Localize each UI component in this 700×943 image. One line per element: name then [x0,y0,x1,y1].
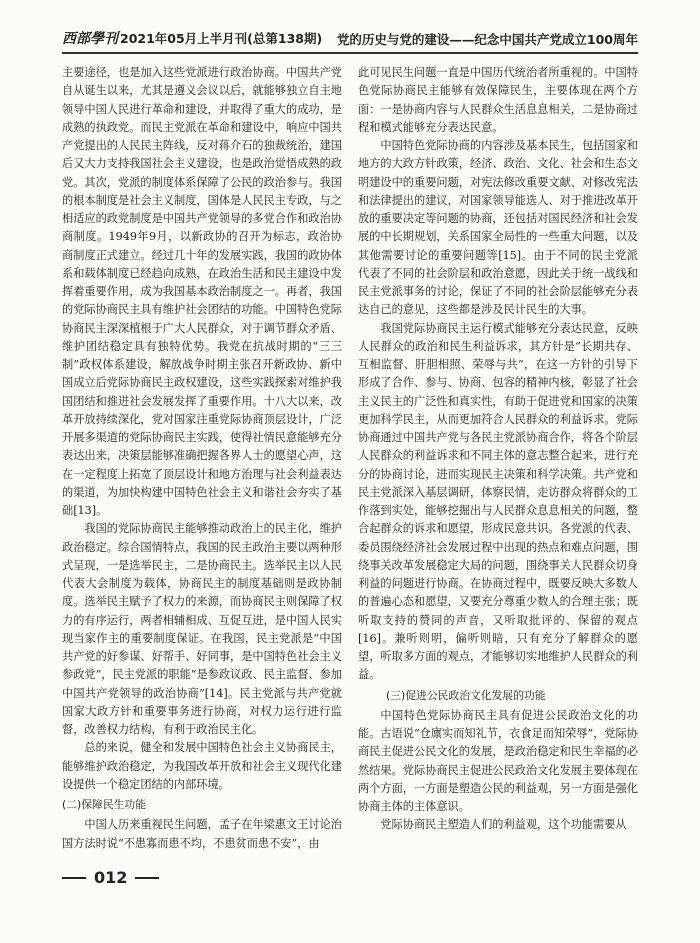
body-paragraph: 我国党际协商民主运行模式能够充分表达民意，反映人民群众的政治和民生利益诉求，其方针是“长期共存、互相监督、肝胆相照、荣辱与共”，在这一方针的引导下形成了合作、参与、协商、包容的精神内核，彰显了社会主义民主的广泛性和真实性，有助于促进党和国家的决策更加科学民主，从而更加符合人民群众的利益诉求。党际协商通过中国共产党与各民主党派协商合作，将各个阶层人民群众的利益诉求和不同主体的意志整合起来，进行充分的协商讨论，进而实现民主决策和科学决策。共产党和民主党派深入基层调研，体察民情，走访群众将群众的工作落到实处，能够挖掘出与人民群众息息相关的问题，整合起群众的诉求和愿望，形成民意共识。各党派的代表、委员围绕经济社会发展过程中出现的热点和难点问题，围绕事关改革发展稳定大局的问题，围绕事关人民群众切身利益的问题进行协商。在协商过程中，既要反映大多数人的普遍心态和愿望，又要充分尊重少数人的合理主张；既听取支持的赞同的声音，又听取批评的、保留的观点[16]。兼听则明，偏听则暗，只有充分了解群众的愿望，听取多方面的观点，才能够切实地维护人民群众的利益。 [358,321,638,682]
body-paragraph: 中国特色党际协商的内容涉及基本民生，包括国家和地方的大政方针政策，经济、政治、文化、社会和生态文明建设中的重要问题，对宪法修改重要文献、对修改宪法和法律提出的建议，对国家领导能选人、对于推进改革开放的重要决定等问题的协商，还包括对国民经济和社会发展的中长期规划，关系国家全局性的一些重大问题，以及其他需要讨论的重要问题等[15]。由于不同的民主党派代表了不同的社会阶层和政治意愿，因此关于统一战线和民主党派事务的讨论，保证了不同的社会阶层能够充分表达自己的意见，这些都是涉及民计民生的大事。 [358,139,638,317]
running-header [62,22,638,54]
body-paragraph: 主要途径，也是加入这些党派进行政治协商。中国共产党自从诞生以来，尤其是遵义会议以后，就能够独立自主地领导中国人民进行革命和建设，并取得了重大的成功，是成熟的执政党。而民主党派在革命和建设中，响应中国共产党提出的人民民主阵线，反对蒋介石的独裁统治，建国后又大力支持我国社会主义建设，也是政治觉悟成熟的政党。其次，党派的制度体系保障了公民的政治参与。我国的根本制度是社会主义制度，国体是人民民主专政，与之相适应的政党制度是中国共产党领导的多党合作和政治协商制度。1949年9月，以新政协的召开为标志，政治协商制度正式建立。经过几十年的发展实践，我国的政协体系和载体制度已经趋向成熟，在政治生活和民主建设中发挥着重要作用，成为我国基本政治制度之一。再者，我国的党际协商民主具有维护社会团结的功能。中国特色党际协商民主深深植根于广大人民群众，对于调节群众矛盾、维护团结稳定具有独特优势。我党在抗战时期的“三三制”政权体系建设，解放战争时期主张召开新政协、新中国成立后党际协商民主政权建设，这些实践探索对维护我国团结和推进社会发展发挥了重要作用。十八大以来，改革开放持续深化，党对国家注重党际协商顶层设计，广泛开展多渠道的党际协商民主实践，使得社情民意能够充分表达出来，决策层能够准确把握各界人士的愿望心声，这在一定程度上拓宽了顶层设计和地方治理与社会利益表达的渠道，为加快构建中国特色社会主义和谐社会夯实了基础[13]。 [62,66,342,517]
body-paragraph: 此可见民生问题一直是中国历代统治者所重视的。中国特色党际协商民主能够有效保障民生，主要体现在两个方面：一是协商内容与人民群众生活息息相关，二是协商过程和模式能够充分表达民意。 [358,66,638,134]
right-column [358,64,638,835]
section-heading: (三)促进公民政治文化发展的功能 [386,688,546,702]
body-paragraph: 党际协商民主塑造人们的利益观，这个功能需要从 [380,818,627,832]
footer-dash-right [135,877,159,879]
body-paragraph: 中国人历来重视民生问题，孟子在年梁惠文王讨论治国方法时说“不患寡而患不均，不患贫而患不安”，由 [62,818,342,850]
footer-dash-left [62,877,86,879]
body-paragraph: 中国特色党际协商民主具有促进公民政治文化的功能。古语说“仓廪实而知礼节，衣食足而知荣辱”，党际协商民主促进公民文化的发展，是政治稳定和民生幸福的必然结果。党际协商民主促进公民政治文化发展主要体现在两个方面，一方面是塑造公民的利益观，另一方面是强化协商主体的主体意识。 [358,708,638,813]
body-paragraph: 总的来说，健全和发展中国特色社会主义协商民主，能够维护政治稳定，为我国改革开放和社会主义现代化建设提供一个稳定团结的内部环境。 [62,741,342,791]
body-paragraph: 我国的党际协商民主能够推动政治上的民主化，维护政治稳定。综合国情特点，我国的民主政治主要以两种形式呈现，一是选举民主，二是协商民主。选举民主以人民代表大会制度为载体，协商民主的制度基础则是政协制度。选举民主赋予了权力的来源，而协商民主则保障了权力的有序运行，两者相辅相成、互促互进，是中国人民实现当家作主的重要制度保证。在我国，民主党派是“中国共产党的好参谋、好帮手、好同事，是中国特色社会主义参政党”，民主党派的职能“是参政议政、民主监督、参加中国共产党领导的政治协商”[14]。民主党派与共产党就国家大政方针和重要事务进行协商，对权力运行进行监督，改善权力结构，有利于政治民主化。 [62,522,342,736]
header-left [62,28,322,48]
left-column [62,64,342,853]
journal-logo: 西部學刊 [62,31,118,47]
column-title: 党的历史与党的建设——纪念中国共产党成立100周年 [336,32,638,47]
section-heading: (二)保障民生功能 [62,798,147,811]
page-number: 012 [94,868,128,887]
issue-info: 2021年05月上半月刊(总第138期) [120,31,323,46]
page-footer [62,868,159,887]
